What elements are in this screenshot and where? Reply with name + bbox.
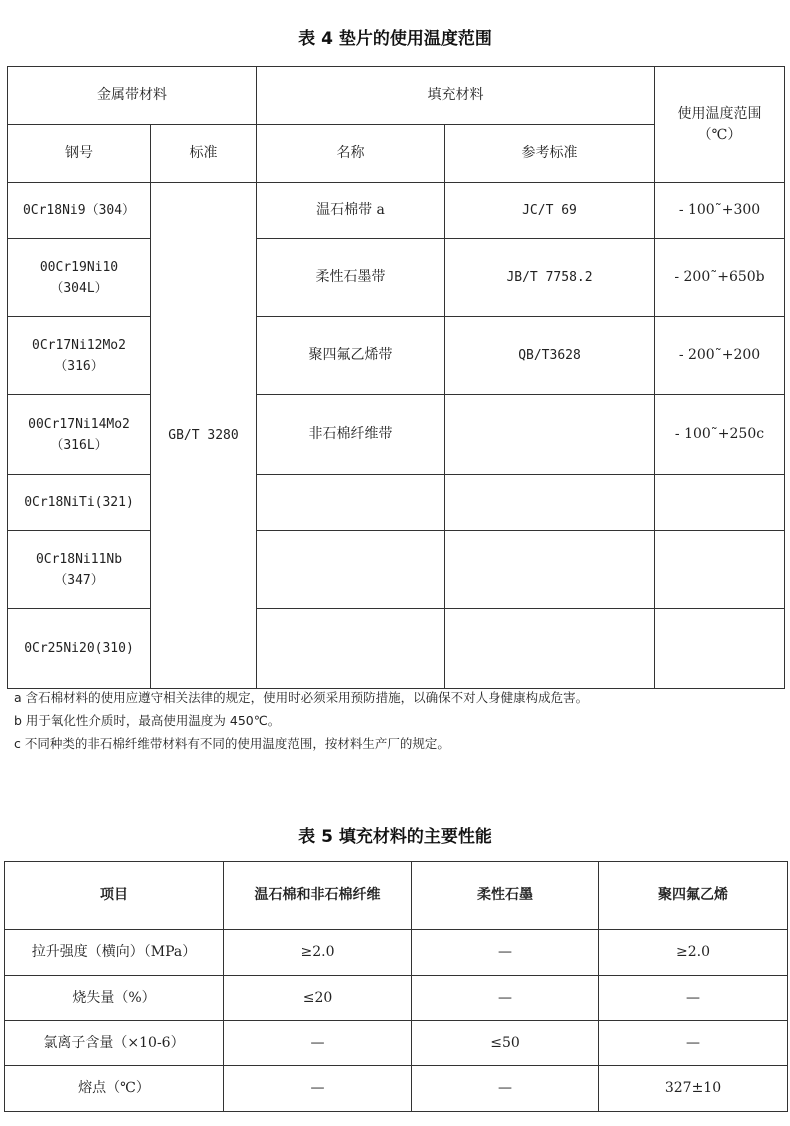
filler-name-cell: 温石棉带 a bbox=[257, 183, 445, 239]
table-row bbox=[5, 930, 788, 976]
property-cell: 烧失量（%） bbox=[5, 976, 224, 1021]
value-cell: 327±10 bbox=[599, 1066, 788, 1112]
table-row bbox=[8, 475, 785, 531]
table-row bbox=[8, 317, 785, 395]
ref-standard-cell: QB/T3628 bbox=[445, 317, 655, 395]
filler-name-cell bbox=[257, 531, 445, 609]
footnote-b: b 用于氧化性介质时，最高使用温度为 450℃。 bbox=[14, 713, 281, 728]
table-row bbox=[5, 1021, 788, 1066]
steel-cell bbox=[8, 239, 151, 317]
property-cell: 氯离子含量（×10-6） bbox=[5, 1021, 224, 1066]
ref-standard-cell bbox=[445, 531, 655, 609]
value-cell: ≤20 bbox=[224, 976, 412, 1021]
value-cell: ≤50 bbox=[412, 1021, 599, 1066]
filler-name-cell: 聚四氟乙烯带 bbox=[257, 317, 445, 395]
header-asbestos: 温石棉和非石棉纤维 bbox=[224, 862, 412, 930]
steel-cell bbox=[8, 317, 151, 395]
ref-standard-cell: JB/T 7758.2 bbox=[445, 239, 655, 317]
header-steel-no: 钢号 bbox=[8, 125, 151, 183]
value-cell: — bbox=[412, 930, 599, 976]
table-row bbox=[8, 395, 785, 475]
filler-name-cell bbox=[257, 475, 445, 531]
header-temp-range bbox=[655, 67, 785, 183]
table-row bbox=[8, 609, 785, 689]
header-metal-strip: 金属带材料 bbox=[8, 67, 257, 125]
value-cell: — bbox=[599, 1021, 788, 1066]
steel-cell bbox=[8, 395, 151, 475]
temp-cell: - 100˜+250c bbox=[655, 395, 785, 475]
header-standard: 标准 bbox=[151, 125, 257, 183]
value-cell: — bbox=[224, 1021, 412, 1066]
ref-standard-cell bbox=[445, 475, 655, 531]
steel-code: 00Cr19Ni10 bbox=[39, 259, 119, 275]
value-cell: — bbox=[412, 976, 599, 1021]
footnote-c: c 不同种类的非石棉纤维带材料有不同的使用温度范围，按材料生产厂的规定。 bbox=[14, 736, 450, 751]
header-filler: 填充材料 bbox=[257, 67, 655, 125]
steel-code: 0Cr18Ni11Nb bbox=[35, 551, 123, 567]
steel-cell bbox=[8, 531, 151, 609]
property-cell: 熔点（℃） bbox=[5, 1066, 224, 1112]
steel-code: 0Cr25Ni20(310) bbox=[24, 641, 134, 656]
value-cell: ≥2.0 bbox=[224, 930, 412, 976]
filler-properties-table bbox=[4, 861, 788, 1112]
steel-code: 0Cr18NiTi(321) bbox=[24, 495, 134, 510]
steel-cell bbox=[8, 609, 151, 689]
filler-name-cell bbox=[257, 609, 445, 689]
steel-code: 0Cr18Ni9（304） bbox=[22, 203, 136, 218]
header-graphite: 柔性石墨 bbox=[412, 862, 599, 930]
table-row bbox=[8, 531, 785, 609]
steel-code: 0Cr17Ni12Mo2 bbox=[32, 337, 126, 353]
temp-cell bbox=[655, 475, 785, 531]
table-row bbox=[5, 1066, 788, 1112]
ref-standard-cell bbox=[445, 395, 655, 475]
value-cell: — bbox=[412, 1066, 599, 1112]
header-ptfe: 聚四氟乙烯 bbox=[599, 862, 788, 930]
header-name: 名称 bbox=[257, 125, 445, 183]
table-row bbox=[8, 183, 785, 239]
header-temp-range-unit: （℃） bbox=[697, 126, 742, 143]
header-ref-standard: 参考标准 bbox=[445, 125, 655, 183]
steel-code: 00Cr17Ni14Mo2 bbox=[28, 416, 130, 432]
steel-grade: （304L） bbox=[50, 280, 108, 296]
temp-cell: - 100˜+300 bbox=[655, 183, 785, 239]
value-cell: — bbox=[599, 976, 788, 1021]
steel-grade: （316） bbox=[54, 358, 104, 374]
filler-name-cell: 非石棉纤维带 bbox=[257, 395, 445, 475]
header-item: 项目 bbox=[5, 862, 224, 930]
table5-title: 表 5 填充材料的主要性能 bbox=[298, 827, 492, 847]
ref-standard-cell: JC/T 69 bbox=[445, 183, 655, 239]
value-cell: ≥2.0 bbox=[599, 930, 788, 976]
steel-cell bbox=[8, 475, 151, 531]
header-temp-range-label: 使用温度范围 bbox=[677, 105, 762, 122]
temp-cell: - 200˜+650b bbox=[655, 239, 785, 317]
ref-standard-cell bbox=[445, 609, 655, 689]
steel-grade: （347） bbox=[54, 572, 104, 588]
gb-standard-cell: GB/T 3280 bbox=[151, 183, 257, 689]
temp-cell: - 200˜+200 bbox=[655, 317, 785, 395]
footnote-a: a 含石棉材料的使用应遵守相关法律的规定，使用时必须采用预防措施，以确保不对人身健康构成危害。 bbox=[14, 690, 589, 705]
filler-name-cell: 柔性石墨带 bbox=[257, 239, 445, 317]
steel-cell bbox=[8, 183, 151, 239]
table-row bbox=[5, 976, 788, 1021]
table-row bbox=[8, 239, 785, 317]
temp-cell bbox=[655, 609, 785, 689]
value-cell: — bbox=[224, 1066, 412, 1112]
property-cell: 拉升强度（横向）（MPa） bbox=[5, 930, 224, 976]
steel-grade: （316L） bbox=[50, 437, 108, 453]
table4-title: 表 4 垫片的使用温度范围 bbox=[298, 29, 492, 49]
temperature-range-table bbox=[7, 66, 785, 689]
temp-cell bbox=[655, 531, 785, 609]
